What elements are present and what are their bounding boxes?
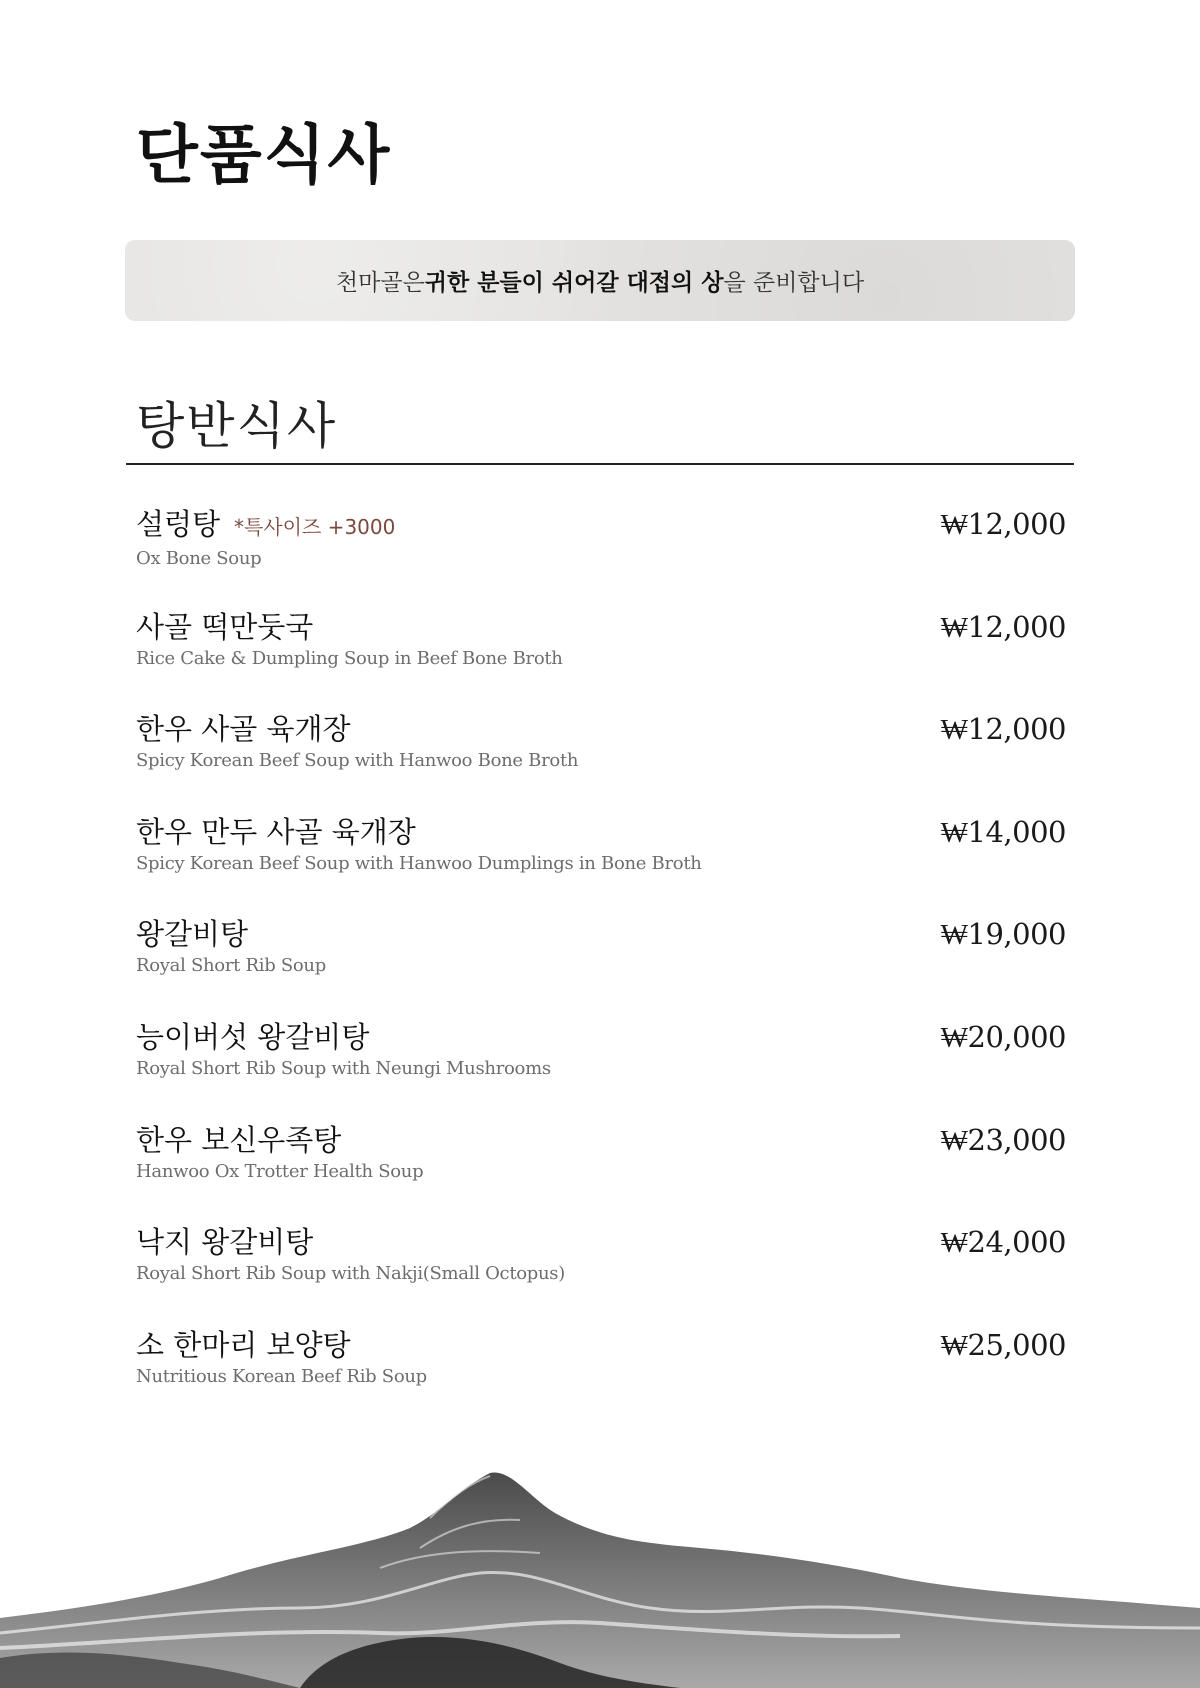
menu-item	[136, 608, 1066, 711]
menu-item-name: 한우 만두 사골 육개장	[136, 814, 416, 849]
tagline-prefix: 천마골은	[335, 270, 425, 296]
menu-item-price: ₩12,000	[940, 609, 1066, 644]
menu-item-price: ₩24,000	[940, 1225, 1066, 1260]
menu-item	[136, 813, 1066, 916]
menu-item-name: 왕갈비탕	[136, 917, 249, 952]
menu-item-english: Spicy Korean Beef Soup with Hanwoo Bone Broth	[136, 750, 579, 772]
menu-item-price: ₩19,000	[940, 917, 1066, 952]
menu-item-name: 능이버섯 왕갈비탕	[136, 1019, 370, 1054]
menu-item-name: 사골 떡만둣국	[136, 609, 314, 644]
menu-item	[136, 1223, 1066, 1326]
menu-item-name: 한우 보신우족탕	[136, 1122, 342, 1157]
section-title: 탕반식사	[136, 397, 338, 455]
menu-item-name: 한우 사골 육개장	[136, 712, 351, 747]
menu-item-price: ₩25,000	[940, 1327, 1066, 1362]
menu-item-english: Royal Short Rib Soup with Neungi Mushrooms	[136, 1057, 551, 1079]
menu-item-name: 설렁탕	[136, 507, 221, 541]
menu-item-english: Royal Short Rib Soup with Nakji(Small Octopus)	[136, 1263, 565, 1285]
menu-item	[136, 710, 1066, 813]
menu-item-english: Hanwoo Ox Trotter Health Soup	[136, 1160, 424, 1182]
menu-item-english: Royal Short Rib Soup	[136, 955, 326, 977]
menu-item-price: ₩23,000	[940, 1122, 1066, 1157]
menu-item	[136, 1018, 1066, 1121]
menu-item-name: 소 한마리 보양탕	[136, 1327, 351, 1362]
menu-item	[136, 1326, 1066, 1429]
menu-item-price: ₩12,000	[940, 507, 1066, 541]
menu-item-english: Nutritious Korean Beef Rib Soup	[136, 1365, 427, 1387]
menu-item	[136, 915, 1066, 1018]
ink-mountain-illustration	[0, 1458, 1200, 1688]
section-divider	[126, 463, 1074, 465]
menu-item-english: Rice Cake & Dumpling Soup in Beef Bone Broth	[136, 647, 563, 669]
tagline-bold: 귀한 분들이 쉬어갈 대접의 상	[424, 270, 724, 296]
menu-item-price: ₩12,000	[940, 712, 1066, 747]
menu-item-name: 낙지 왕갈비탕	[136, 1225, 314, 1260]
menu-item-english: Spicy Korean Beef Soup with Hanwoo Dumplings in Bone Broth	[136, 852, 702, 874]
page-title: 단품식사	[136, 118, 392, 193]
tagline-banner	[125, 240, 1075, 321]
menu-item-note: *특사이즈 +3000	[234, 515, 396, 539]
menu-item	[136, 1121, 1066, 1224]
menu-item-price: ₩14,000	[940, 814, 1066, 849]
menu-item-price: ₩20,000	[940, 1019, 1066, 1054]
menu-item-english: Ox Bone Soup	[136, 548, 262, 569]
tagline-suffix: 을 준비합니다	[723, 270, 865, 296]
menu-list	[136, 505, 1066, 1428]
menu-item	[136, 505, 1066, 608]
